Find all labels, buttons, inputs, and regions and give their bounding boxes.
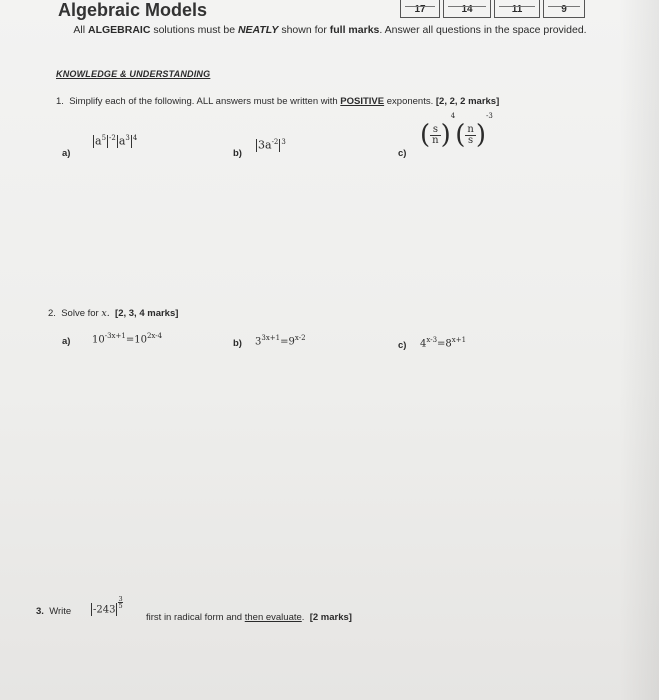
instructions-bold-neatly: NEATLY: [237, 24, 279, 36]
base: a: [265, 138, 272, 152]
question-1: [56, 96, 499, 107]
page-shadow: [619, 0, 659, 700]
instructions-bold-full-marks: full marks: [329, 24, 380, 36]
denominator: n: [432, 134, 439, 146]
exponent: 5: [101, 134, 107, 142]
exponent: -3x+1: [104, 332, 126, 340]
outer-exponent: 3: [281, 138, 286, 146]
q1-part-a-label: a): [62, 148, 71, 159]
instructions: [60, 24, 600, 37]
exponent: x+1: [451, 336, 467, 344]
exponent: 3x+1: [261, 334, 281, 342]
q1-part-c-label: c): [398, 148, 407, 159]
denominator: s: [468, 134, 474, 146]
base: 8: [445, 338, 452, 350]
base: 10: [92, 334, 105, 346]
instructions-text: All: [73, 24, 88, 36]
question-text: exponents.: [384, 96, 436, 107]
exponent-numerator: 3: [118, 595, 123, 603]
exponent: x-3: [426, 336, 438, 344]
exponent-denominator: 5: [118, 602, 123, 610]
numerator: s: [430, 125, 440, 136]
question-text: Solve for: [61, 308, 102, 319]
mark-box-3: 11: [494, 0, 540, 18]
question-marks: [2, 3, 4 marks]: [115, 308, 179, 319]
instructions-text: . Answer all questions in the space provided.: [379, 24, 587, 36]
numerator: n: [467, 123, 474, 135]
question-variable: x.: [101, 308, 110, 319]
base: -243: [93, 604, 116, 616]
q2-part-c-label: c): [398, 340, 407, 351]
outer-exponent: -3: [486, 112, 493, 120]
instructions-text: shown for: [278, 24, 330, 36]
mark-box-2: 14: [443, 0, 491, 18]
outer-exponent: 4: [132, 134, 138, 142]
outer-exponent: 4: [450, 112, 456, 120]
question-marks: [2 marks]: [309, 612, 352, 623]
q3-expression: [90, 596, 123, 616]
exponent: x-2: [294, 334, 306, 342]
question-3-number-text: [36, 606, 71, 617]
question-3: [146, 612, 352, 623]
outer-exponent: -2: [109, 134, 116, 142]
q1-part-b-label: b): [233, 148, 242, 159]
section-title: KNOWLEDGE & UNDERSTANDING: [56, 69, 211, 79]
mark-box-1: 17: [400, 0, 440, 18]
question-text: .: [301, 612, 305, 623]
exponent: -2: [271, 138, 279, 146]
question-text: Write: [49, 606, 72, 617]
question-text: Simplify each of the following. ALL answers must be written with: [69, 96, 341, 107]
instructions-bold-algebraic: ALGEBRAIC: [87, 24, 151, 36]
exponent: 3: [125, 134, 130, 142]
question-underlined: POSITIVE: [340, 96, 385, 107]
q1-part-c-expression: ( $\frac{s}{n}$ )$^4$( $\frac{n}{s}$ )$^{-3}$: [420, 112, 493, 150]
question-number: 2.: [48, 308, 56, 319]
exponent: 2x-4: [146, 332, 163, 340]
instructions-text: solutions must be: [150, 24, 238, 36]
question-number: 3.: [36, 606, 44, 617]
base: 9: [288, 336, 295, 348]
coefficient: 3: [258, 138, 265, 152]
base: 3: [255, 336, 262, 348]
page-title: Algebraic Models: [58, 0, 208, 20]
question-2: [48, 308, 178, 319]
q2-part-b-equation: $3^{3x+1}=9^{x-2}$: [255, 334, 306, 348]
base: 10: [134, 334, 147, 346]
question-number: 1.: [56, 96, 64, 107]
base: a: [95, 134, 102, 148]
question-marks: [2, 2, 2 marks]: [435, 96, 500, 107]
q1-part-a-expression: [92, 134, 137, 148]
base: 4: [420, 338, 427, 350]
q1-part-b-expression: [255, 138, 286, 152]
q2-part-b-label: b): [233, 338, 242, 349]
question-text: first in radical form and: [146, 612, 245, 623]
mark-boxes: [400, 0, 588, 18]
q2-part-c-equation: $4^{x-3}=8^{x+1}$: [420, 336, 467, 350]
q2-part-a-equation: $10^{-3x+1}=10^{2x-4}$: [92, 332, 163, 346]
base: a: [118, 134, 126, 148]
q2-part-a-label: a): [62, 336, 71, 347]
mark-box-4: 9: [543, 0, 585, 18]
question-underlined: then evaluate: [244, 612, 302, 623]
